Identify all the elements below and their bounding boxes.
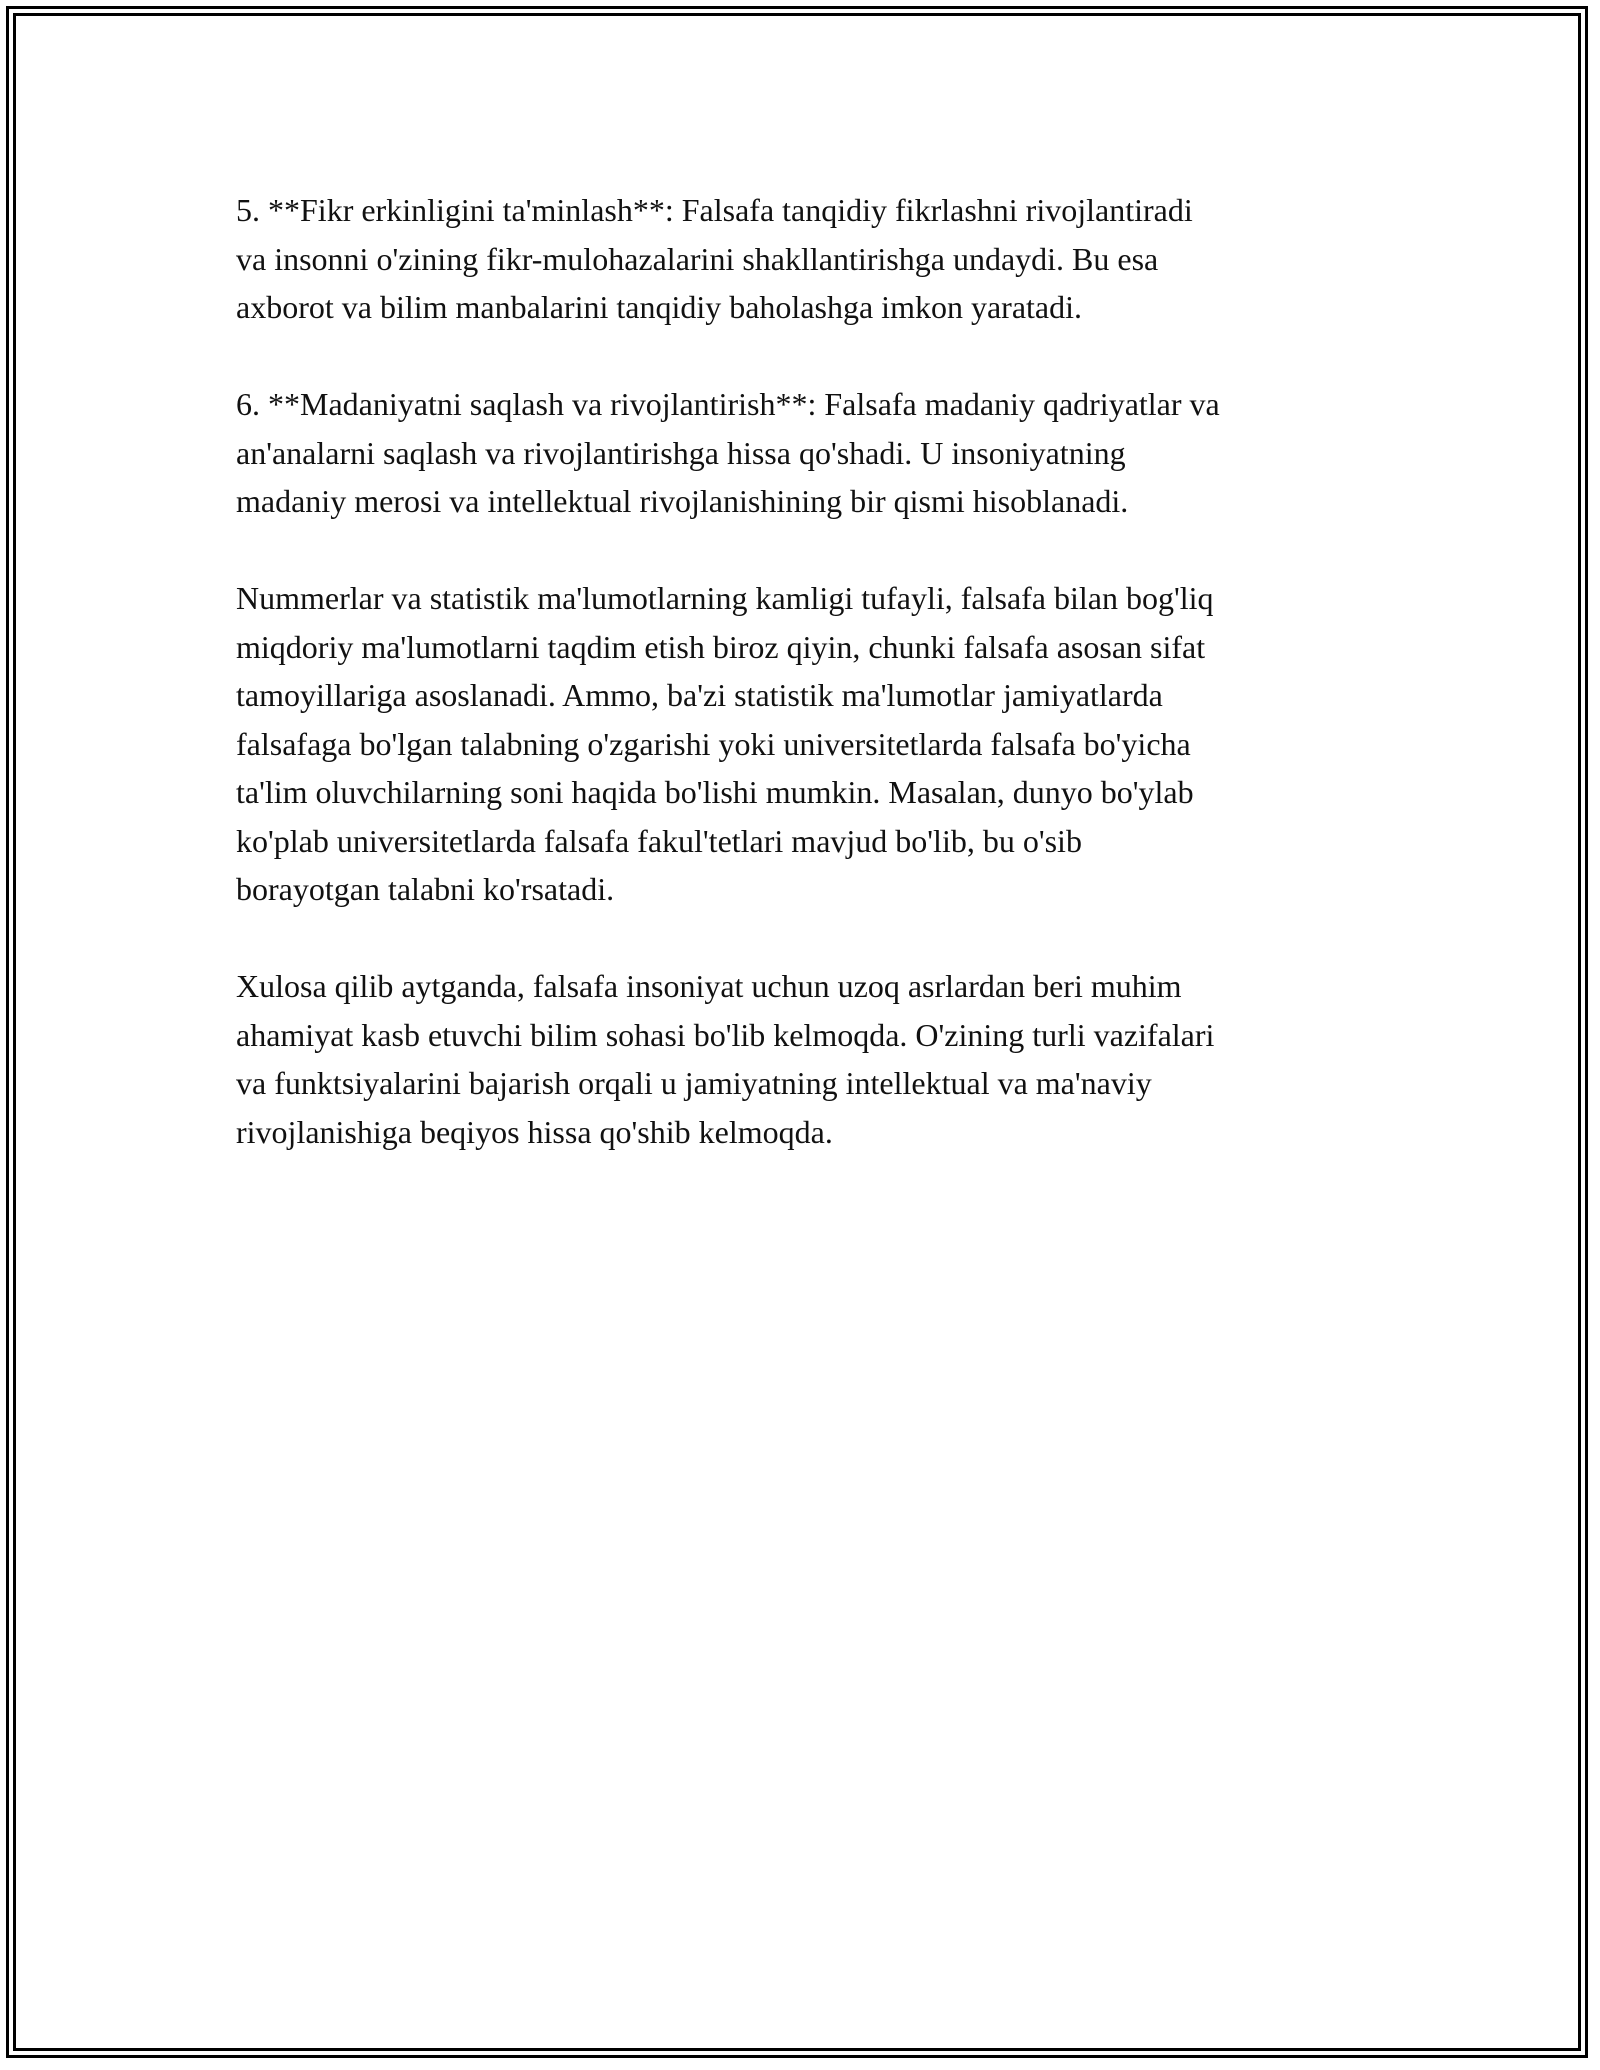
paragraph-item-5: 5. **Fikr erkinligini ta'minlash**: Falsafa tanqidiy fikrlashni rivojlantiradi va insonni o'zining fikr-mulohazalarini shakllantirishga undaydi. Bu esa axborot va bilim manbalarini tanqidiy baholashga imkon yaratadi.	[236, 192, 1193, 325]
paragraph-statistics: Nummerlar va statistik ma'lumotlarning kamligi tufayli, falsafa bilan bog'liq miqdoriy ma'lumotlarni taqdim etish biroz qiyin, chunki falsafa asosan sifat tamoyillariga asoslanadi. Ammo, ba'zi statistik ma'lumotlar jamiyatlarda falsafaga bo'lgan talabning o'zgarishi yoki universitetlarda falsafa bo'yicha ta'lim oluvchilarning soni haqida bo'lishi mumkin. Masalan, dunyo bo'ylab ko'plab universitetlarda falsafa fakul'tetlari mavjud bo'lib, bu o'sib borayotgan talabni ko'rsatadi.	[236, 580, 1214, 907]
paragraph-item-6: 6. **Madaniyatni saqlash va rivojlantirish**: Falsafa madaniy qadriyatlar va an'analarni saqlash va rivojlantirishga hissa qo'shadi. U insoniyatning madaniy merosi va intellektual rivojlanishining bir qismi hisoblanadi.	[236, 386, 1220, 519]
document-body	[236, 186, 1376, 1205]
paragraph-conclusion: Xulosa qilib aytganda, falsafa insoniyat uchun uzoq asrlardan beri muhim ahamiyat kasb etuvchi bilim sohasi bo'lib kelmoqda. O'zining turli vazifalari va funktsiyalarini bajarish orqali u jamiyatning intellektual va ma'naviy rivojlanishiga beqiyos hissa qo'shib kelmoqda.	[236, 968, 1215, 1150]
